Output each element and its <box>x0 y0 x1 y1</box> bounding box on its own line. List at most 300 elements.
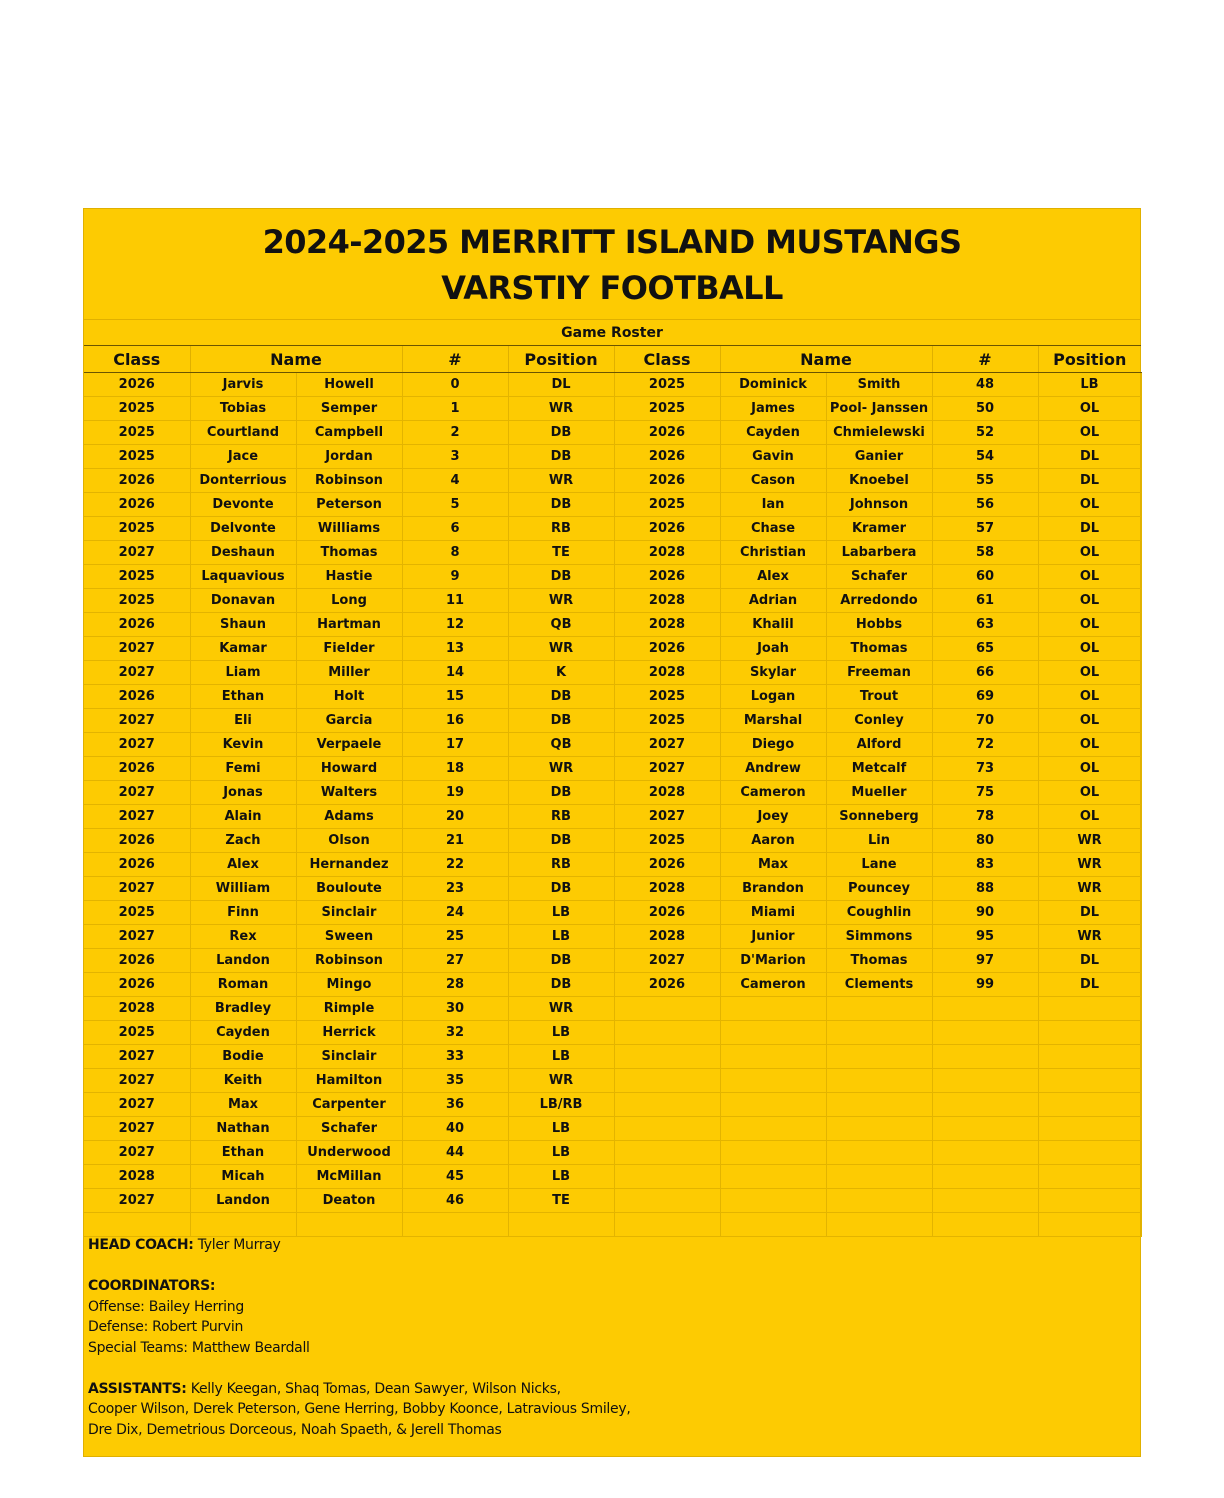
table-row <box>84 493 1141 517</box>
left-class-cell: 2025 <box>84 565 190 589</box>
left-first-name-cell: Liam <box>190 661 296 685</box>
right-number-cell: 48 <box>932 373 1038 397</box>
title-line-1: 2024-2025 MERRITT ISLAND MUSTANGS <box>262 223 962 261</box>
right-first-name-cell: Aaron <box>720 829 826 853</box>
table-row <box>84 445 1141 469</box>
right-last-name-cell: Knoebel <box>826 469 932 493</box>
left-last-name-cell: Schafer <box>296 1117 402 1141</box>
left-number-cell: 17 <box>402 733 508 757</box>
right-class-cell <box>614 997 720 1021</box>
left-last-name-cell: Underwood <box>296 1141 402 1165</box>
left-class-cell: 2026 <box>84 613 190 637</box>
right-last-name-cell: Mueller <box>826 781 932 805</box>
left-position-cell: DB <box>508 565 614 589</box>
right-position-cell <box>1038 1165 1141 1189</box>
left-position-cell: QB <box>508 733 614 757</box>
right-last-name-cell: Pool- Janssen <box>826 397 932 421</box>
right-number-cell <box>932 1069 1038 1093</box>
table-row <box>84 373 1141 397</box>
header-number-left: # <box>402 346 508 373</box>
right-first-name-cell: Cameron <box>720 973 826 997</box>
right-first-name-cell: Ian <box>720 493 826 517</box>
right-position-cell: DL <box>1038 469 1141 493</box>
left-number-cell: 5 <box>402 493 508 517</box>
right-class-cell: 2025 <box>614 829 720 853</box>
left-class-cell: 2027 <box>84 733 190 757</box>
left-position-cell: RB <box>508 853 614 877</box>
left-position-cell: DL <box>508 373 614 397</box>
right-number-cell: 83 <box>932 853 1038 877</box>
table-row <box>84 1045 1141 1069</box>
right-position-cell: DL <box>1038 949 1141 973</box>
right-number-cell <box>932 1093 1038 1117</box>
left-last-name-cell: Sinclair <box>296 1045 402 1069</box>
right-last-name-cell <box>826 1141 932 1165</box>
left-last-name-cell: Semper <box>296 397 402 421</box>
left-number-cell: 22 <box>402 853 508 877</box>
right-first-name-cell <box>720 1021 826 1045</box>
table-row <box>84 397 1141 421</box>
left-last-name-cell: Sinclair <box>296 901 402 925</box>
right-first-name-cell <box>720 1093 826 1117</box>
right-class-cell: 2028 <box>614 589 720 613</box>
left-class-cell: 2027 <box>84 781 190 805</box>
left-position-cell: QB <box>508 613 614 637</box>
right-first-name-cell: Andrew <box>720 757 826 781</box>
left-position-cell <box>508 1213 614 1237</box>
left-last-name-cell: Carpenter <box>296 1093 402 1117</box>
left-first-name-cell: Bodie <box>190 1045 296 1069</box>
right-number-cell: 50 <box>932 397 1038 421</box>
right-first-name-cell <box>720 1045 826 1069</box>
left-position-cell: LB <box>508 1141 614 1165</box>
table-row <box>84 1213 1141 1237</box>
right-last-name-cell: Metcalf <box>826 757 932 781</box>
left-first-name-cell: Shaun <box>190 613 296 637</box>
left-class-cell: 2026 <box>84 493 190 517</box>
assistants-line-1: ASSISTANTS: Kelly Keegan, Shaq Tomas, Dean Sawyer, Wilson Nicks, <box>88 1380 561 1397</box>
header-class-right: Class <box>614 346 720 373</box>
left-number-cell: 33 <box>402 1045 508 1069</box>
left-position-cell: DB <box>508 685 614 709</box>
left-class-cell: 2027 <box>84 1093 190 1117</box>
table-row <box>84 541 1141 565</box>
left-class-cell: 2027 <box>84 1141 190 1165</box>
defense-coordinator: Defense: Robert Purvin <box>88 1319 244 1335</box>
left-first-name-cell: Zach <box>190 829 296 853</box>
right-last-name-cell <box>826 1021 932 1045</box>
left-class-cell: 2026 <box>84 685 190 709</box>
left-position-cell: LB <box>508 1165 614 1189</box>
left-first-name-cell: Finn <box>190 901 296 925</box>
right-class-cell <box>614 1069 720 1093</box>
table-row <box>84 853 1141 877</box>
right-position-cell: OL <box>1038 613 1141 637</box>
left-position-cell: DB <box>508 973 614 997</box>
left-last-name-cell: Jordan <box>296 445 402 469</box>
assistants-line-3: Dre Dix, Demetrious Dorceous, Noah Spaeth, & Jerell Thomas <box>88 1421 502 1438</box>
left-last-name-cell: Rimple <box>296 997 402 1021</box>
left-first-name-cell: Rex <box>190 925 296 949</box>
right-class-cell: 2025 <box>614 397 720 421</box>
left-first-name-cell: Jarvis <box>190 373 296 397</box>
table-row <box>84 709 1141 733</box>
table-row <box>84 589 1141 613</box>
right-class-cell: 2028 <box>614 541 720 565</box>
left-last-name-cell: Howard <box>296 757 402 781</box>
right-last-name-cell: Thomas <box>826 637 932 661</box>
right-first-name-cell: Adrian <box>720 589 826 613</box>
left-last-name-cell: Garcia <box>296 709 402 733</box>
left-class-cell: 2027 <box>84 709 190 733</box>
left-class-cell: 2028 <box>84 1165 190 1189</box>
left-class-cell: 2028 <box>84 997 190 1021</box>
page-title <box>84 219 1140 311</box>
right-number-cell <box>932 997 1038 1021</box>
right-position-cell: OL <box>1038 781 1141 805</box>
right-number-cell: 99 <box>932 973 1038 997</box>
right-last-name-cell: Kramer <box>826 517 932 541</box>
left-first-name-cell: Alex <box>190 853 296 877</box>
left-last-name-cell: Herrick <box>296 1021 402 1045</box>
header-name-right: Name <box>720 346 932 373</box>
table-row <box>84 685 1141 709</box>
right-class-cell: 2026 <box>614 445 720 469</box>
table-row <box>84 1165 1141 1189</box>
right-number-cell: 65 <box>932 637 1038 661</box>
right-last-name-cell: Lin <box>826 829 932 853</box>
right-position-cell: WR <box>1038 925 1141 949</box>
right-class-cell: 2025 <box>614 709 720 733</box>
right-number-cell: 61 <box>932 589 1038 613</box>
right-number-cell: 63 <box>932 613 1038 637</box>
right-last-name-cell: Ganier <box>826 445 932 469</box>
right-class-cell: 2027 <box>614 805 720 829</box>
left-last-name-cell: Verpaele <box>296 733 402 757</box>
left-class-cell: 2027 <box>84 1045 190 1069</box>
left-number-cell: 30 <box>402 997 508 1021</box>
right-last-name-cell <box>826 1165 932 1189</box>
right-last-name-cell: Trout <box>826 685 932 709</box>
right-number-cell: 95 <box>932 925 1038 949</box>
right-first-name-cell: Joah <box>720 637 826 661</box>
right-class-cell <box>614 1189 720 1213</box>
left-class-cell: 2025 <box>84 589 190 613</box>
right-class-cell: 2025 <box>614 373 720 397</box>
left-class-cell: 2026 <box>84 949 190 973</box>
right-first-name-cell <box>720 1165 826 1189</box>
left-first-name-cell: Laquavious <box>190 565 296 589</box>
right-first-name-cell: Miami <box>720 901 826 925</box>
right-class-cell: 2028 <box>614 613 720 637</box>
left-position-cell: WR <box>508 397 614 421</box>
right-position-cell: OL <box>1038 397 1141 421</box>
left-number-cell: 9 <box>402 565 508 589</box>
right-position-cell <box>1038 1069 1141 1093</box>
right-position-cell: OL <box>1038 637 1141 661</box>
right-first-name-cell <box>720 1069 826 1093</box>
right-position-cell: OL <box>1038 685 1141 709</box>
left-first-name-cell: Jonas <box>190 781 296 805</box>
right-position-cell: OL <box>1038 565 1141 589</box>
left-class-cell: 2027 <box>84 1069 190 1093</box>
left-position-cell: DB <box>508 493 614 517</box>
left-position-cell: WR <box>508 1069 614 1093</box>
left-number-cell: 28 <box>402 973 508 997</box>
left-number-cell: 16 <box>402 709 508 733</box>
left-position-cell: DB <box>508 949 614 973</box>
right-first-name-cell: Cameron <box>720 781 826 805</box>
left-number-cell: 4 <box>402 469 508 493</box>
left-last-name-cell: Hernandez <box>296 853 402 877</box>
left-first-name-cell: Bradley <box>190 997 296 1021</box>
right-class-cell: 2026 <box>614 901 720 925</box>
right-last-name-cell: Coughlin <box>826 901 932 925</box>
right-last-name-cell <box>826 1069 932 1093</box>
table-row <box>84 1117 1141 1141</box>
table-row <box>84 1093 1141 1117</box>
left-class-cell: 2025 <box>84 397 190 421</box>
right-position-cell <box>1038 1093 1141 1117</box>
left-number-cell: 20 <box>402 805 508 829</box>
right-last-name-cell <box>826 1045 932 1069</box>
right-first-name-cell: James <box>720 397 826 421</box>
assistants-line-2: Cooper Wilson, Derek Peterson, Gene Herring, Bobby Koonce, Latravious Smiley, <box>88 1401 631 1417</box>
right-first-name-cell: Chase <box>720 517 826 541</box>
assistants-label: ASSISTANTS: <box>88 1380 187 1397</box>
right-number-cell: 66 <box>932 661 1038 685</box>
right-position-cell <box>1038 1189 1141 1213</box>
left-first-name-cell: Keith <box>190 1069 296 1093</box>
right-number-cell: 57 <box>932 517 1038 541</box>
left-position-cell: TE <box>508 541 614 565</box>
right-position-cell <box>1038 1021 1141 1045</box>
left-first-name-cell: Alain <box>190 805 296 829</box>
left-first-name-cell: Max <box>190 1093 296 1117</box>
right-number-cell: 52 <box>932 421 1038 445</box>
left-class-cell: 2025 <box>84 1021 190 1045</box>
right-class-cell: 2025 <box>614 493 720 517</box>
left-last-name-cell: Walters <box>296 781 402 805</box>
right-class-cell <box>614 1045 720 1069</box>
left-last-name-cell: Olson <box>296 829 402 853</box>
roster-subtitle: Game Roster <box>84 319 1140 346</box>
left-first-name-cell: Nathan <box>190 1117 296 1141</box>
table-row <box>84 565 1141 589</box>
left-number-cell: 44 <box>402 1141 508 1165</box>
left-first-name-cell: Donterrious <box>190 469 296 493</box>
left-first-name-cell: William <box>190 877 296 901</box>
right-number-cell: 90 <box>932 901 1038 925</box>
right-class-cell <box>614 1165 720 1189</box>
right-number-cell: 88 <box>932 877 1038 901</box>
right-last-name-cell: Chmielewski <box>826 421 932 445</box>
left-first-name-cell: Donavan <box>190 589 296 613</box>
left-class-cell: 2027 <box>84 925 190 949</box>
left-first-name-cell: Delvonte <box>190 517 296 541</box>
right-first-name-cell: Joey <box>720 805 826 829</box>
table-row <box>84 517 1141 541</box>
right-number-cell: 78 <box>932 805 1038 829</box>
left-class-cell: 2026 <box>84 829 190 853</box>
right-position-cell: DL <box>1038 517 1141 541</box>
right-class-cell: 2026 <box>614 973 720 997</box>
left-number-cell: 11 <box>402 589 508 613</box>
right-last-name-cell <box>826 1117 932 1141</box>
right-number-cell <box>932 1165 1038 1189</box>
left-first-name-cell: Devonte <box>190 493 296 517</box>
left-number-cell: 3 <box>402 445 508 469</box>
right-first-name-cell <box>720 1213 826 1237</box>
left-position-cell: DB <box>508 781 614 805</box>
left-class-cell: 2027 <box>84 661 190 685</box>
left-number-cell: 8 <box>402 541 508 565</box>
left-first-name-cell: Courtland <box>190 421 296 445</box>
right-position-cell <box>1038 1117 1141 1141</box>
left-position-cell: DB <box>508 709 614 733</box>
left-number-cell: 36 <box>402 1093 508 1117</box>
table-row <box>84 757 1141 781</box>
right-class-cell: 2026 <box>614 517 720 541</box>
table-row <box>84 829 1141 853</box>
right-position-cell: WR <box>1038 853 1141 877</box>
right-position-cell: OL <box>1038 541 1141 565</box>
left-last-name-cell: Long <box>296 589 402 613</box>
right-last-name-cell: Sonneberg <box>826 805 932 829</box>
left-position-cell: WR <box>508 589 614 613</box>
left-last-name-cell: Robinson <box>296 469 402 493</box>
table-row <box>84 997 1141 1021</box>
left-number-cell: 0 <box>402 373 508 397</box>
right-number-cell: 69 <box>932 685 1038 709</box>
title-line-2: VARSTIY FOOTBALL <box>441 269 783 307</box>
right-first-name-cell: Cayden <box>720 421 826 445</box>
right-last-name-cell: Arredondo <box>826 589 932 613</box>
right-number-cell <box>932 1213 1038 1237</box>
table-row <box>84 637 1141 661</box>
offense-coordinator: Offense: Bailey Herring <box>88 1298 244 1315</box>
left-number-cell: 35 <box>402 1069 508 1093</box>
right-class-cell: 2028 <box>614 877 720 901</box>
right-position-cell: OL <box>1038 661 1141 685</box>
table-row <box>84 925 1141 949</box>
right-position-cell: DL <box>1038 973 1141 997</box>
left-number-cell: 24 <box>402 901 508 925</box>
right-position-cell: OL <box>1038 733 1141 757</box>
right-class-cell: 2027 <box>614 757 720 781</box>
left-position-cell: DB <box>508 829 614 853</box>
left-last-name-cell: Williams <box>296 517 402 541</box>
right-class-cell: 2026 <box>614 421 720 445</box>
left-class-cell: 2025 <box>84 517 190 541</box>
right-last-name-cell: Hobbs <box>826 613 932 637</box>
right-first-name-cell: Max <box>720 853 826 877</box>
left-first-name-cell: Ethan <box>190 685 296 709</box>
left-first-name-cell: Femi <box>190 757 296 781</box>
left-position-cell: DB <box>508 877 614 901</box>
right-first-name-cell: Skylar <box>720 661 826 685</box>
right-number-cell: 73 <box>932 757 1038 781</box>
left-class-cell: 2027 <box>84 805 190 829</box>
roster-sheet <box>83 208 1141 1457</box>
table-row <box>84 901 1141 925</box>
right-position-cell <box>1038 1045 1141 1069</box>
right-position-cell: WR <box>1038 829 1141 853</box>
right-last-name-cell: Simmons <box>826 925 932 949</box>
left-last-name-cell: Fielder <box>296 637 402 661</box>
right-last-name-cell: Thomas <box>826 949 932 973</box>
left-first-name-cell: Roman <box>190 973 296 997</box>
right-number-cell: 54 <box>932 445 1038 469</box>
left-first-name-cell: Kamar <box>190 637 296 661</box>
table-row <box>84 877 1141 901</box>
left-first-name-cell: Ethan <box>190 1141 296 1165</box>
right-class-cell: 2026 <box>614 637 720 661</box>
left-last-name-cell: Hartman <box>296 613 402 637</box>
left-last-name-cell: Adams <box>296 805 402 829</box>
right-first-name-cell <box>720 1117 826 1141</box>
right-first-name-cell: Christian <box>720 541 826 565</box>
left-class-cell: 2026 <box>84 757 190 781</box>
left-class-cell: 2027 <box>84 637 190 661</box>
right-last-name-cell: Johnson <box>826 493 932 517</box>
left-class-cell: 2027 <box>84 1117 190 1141</box>
left-first-name-cell: Jace <box>190 445 296 469</box>
table-row <box>84 1141 1141 1165</box>
left-class-cell: 2027 <box>84 877 190 901</box>
left-position-cell: DB <box>508 421 614 445</box>
left-last-name-cell: Hamilton <box>296 1069 402 1093</box>
right-number-cell: 72 <box>932 733 1038 757</box>
left-number-cell: 14 <box>402 661 508 685</box>
right-first-name-cell <box>720 1189 826 1213</box>
left-number-cell: 25 <box>402 925 508 949</box>
header-position-right: Position <box>1038 346 1141 373</box>
right-class-cell: 2027 <box>614 949 720 973</box>
left-first-name-cell: Landon <box>190 1189 296 1213</box>
head-coach-name: Tyler Murray <box>193 1237 281 1253</box>
header-number-right: # <box>932 346 1038 373</box>
right-number-cell: 97 <box>932 949 1038 973</box>
left-number-cell: 27 <box>402 949 508 973</box>
right-last-name-cell <box>826 1093 932 1117</box>
left-position-cell: WR <box>508 637 614 661</box>
left-last-name-cell <box>296 1213 402 1237</box>
table-row <box>84 973 1141 997</box>
left-number-cell: 1 <box>402 397 508 421</box>
right-class-cell <box>614 1213 720 1237</box>
left-first-name-cell: Landon <box>190 949 296 973</box>
left-number-cell: 46 <box>402 1189 508 1213</box>
coordinators-label: COORDINATORS: <box>88 1278 216 1294</box>
right-position-cell: LB <box>1038 373 1141 397</box>
left-class-cell: 2026 <box>84 469 190 493</box>
left-number-cell: 12 <box>402 613 508 637</box>
left-number-cell: 45 <box>402 1165 508 1189</box>
table-row <box>84 949 1141 973</box>
left-number-cell: 21 <box>402 829 508 853</box>
table-row <box>84 1189 1141 1213</box>
left-last-name-cell: Hastie <box>296 565 402 589</box>
left-number-cell <box>402 1213 508 1237</box>
right-first-name-cell <box>720 997 826 1021</box>
left-class-cell: 2026 <box>84 853 190 877</box>
left-last-name-cell: Peterson <box>296 493 402 517</box>
header-name-left: Name <box>190 346 402 373</box>
right-first-name-cell: Dominick <box>720 373 826 397</box>
left-number-cell: 40 <box>402 1117 508 1141</box>
right-class-cell: 2026 <box>614 469 720 493</box>
